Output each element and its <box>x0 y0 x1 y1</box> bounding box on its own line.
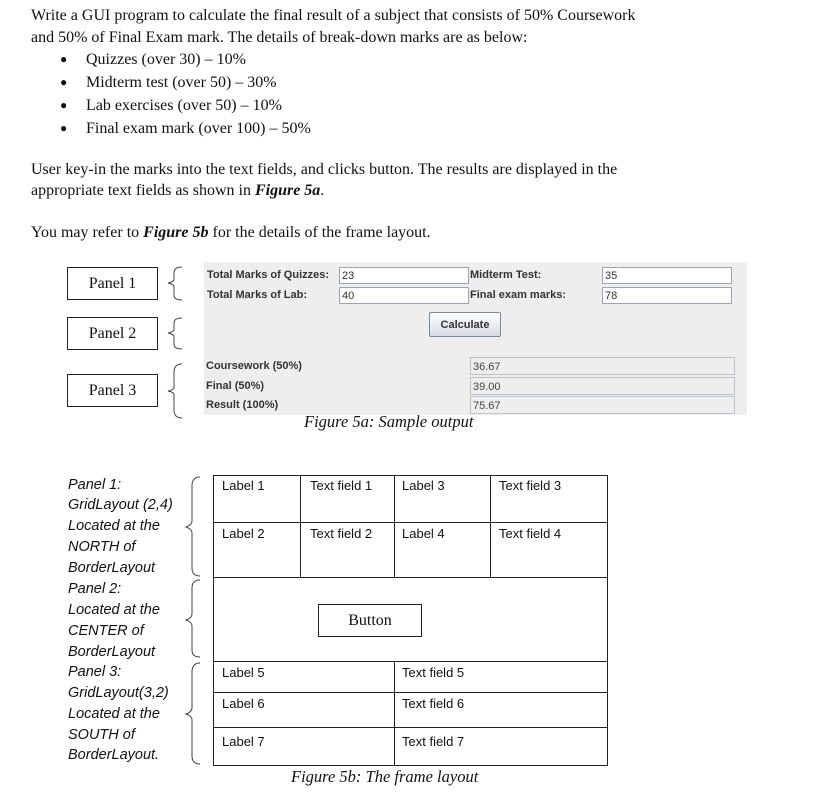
panel1-desc-line: Located at the <box>68 518 160 534</box>
figure-5b-ref: Figure 5b <box>143 224 209 241</box>
para3-text: You may refer to <box>31 224 144 241</box>
panel1-desc-line: Panel 1: <box>68 477 122 493</box>
bullet-icon: ● <box>60 98 68 112</box>
final-pct-label: Final (50%) <box>206 380 265 392</box>
layout-label-6: Label 6 <box>222 696 265 711</box>
layout-label-3: Label 3 <box>402 478 445 493</box>
figure-5a-ref: Figure 5a <box>254 182 321 199</box>
panel-2-box: Panel 2 <box>67 317 158 350</box>
quizzes-label: Total Marks of Quizzes: <box>207 269 330 281</box>
intro-line-2: and 50% of Final Exam mark. The details of break-down marks are as below: <box>31 29 528 46</box>
layout-label-2: Label 2 <box>222 526 265 541</box>
panel2-desc-line: Located at the <box>68 602 160 618</box>
panel2-desc-line: BorderLayout <box>68 644 156 660</box>
panel3-desc-line: Located at the <box>68 706 160 722</box>
calculate-button[interactable]: Calculate <box>429 312 501 337</box>
quizzes-field[interactable]: 23 <box>339 267 469 284</box>
para2-line-1: User key-in the marks into the text fields, and clicks button. The results are displayed in the <box>31 161 618 178</box>
panel3-desc-line: GridLayout(3,2) <box>68 685 169 701</box>
panel1-desc-line: NORTH of <box>68 539 136 555</box>
layout-text-field-2: Text field 2 <box>310 526 373 541</box>
layout-text-field-4: Text field 4 <box>499 526 562 541</box>
result-field[interactable]: 75.67 <box>470 396 735 414</box>
panel1-desc-line: BorderLayout <box>68 560 156 576</box>
bullet-icon: ● <box>60 75 68 89</box>
panel1-desc-line: GridLayout (2,4) <box>68 497 173 513</box>
layout-label-1: Label 1 <box>222 478 265 493</box>
breakdown-item: Quizzes (over 30) – 10% <box>86 51 246 68</box>
panel-3-box: Panel 3 <box>67 374 158 407</box>
coursework-label: Coursework (50%) <box>206 360 302 372</box>
coursework-field[interactable]: 36.67 <box>470 357 735 375</box>
figure-5a-caption: Figure 5a: Sample output <box>304 412 474 431</box>
final-exam-field[interactable]: 78 <box>602 287 732 304</box>
breakdown-item: Midterm test (over 50) – 30% <box>86 74 277 91</box>
para3-end: for the details of the frame layout. <box>208 224 431 241</box>
midterm-label: Midterm Test: <box>470 269 542 281</box>
bullet-icon: ● <box>60 52 68 66</box>
para2-text: appropriate text fields as shown in <box>31 182 255 199</box>
layout-text-field-3: Text field 3 <box>499 478 562 493</box>
panel2-desc-line: CENTER of <box>68 623 144 639</box>
panel2-desc-line: Panel 2: <box>68 581 122 597</box>
layout-label-5: Label 5 <box>222 665 265 680</box>
bullet-icon: ● <box>60 121 68 135</box>
para2-end: . <box>320 182 325 199</box>
layout-text-field-5: Text field 5 <box>402 665 465 680</box>
panel3-desc-line: Panel 3: <box>68 664 122 680</box>
layout-label-7: Label 7 <box>222 734 265 749</box>
layout-text-field-7: Text field 7 <box>402 734 465 749</box>
breakdown-item: Final exam mark (over 100) – 50% <box>86 120 311 137</box>
figure-5b-caption: Figure 5b: The frame layout <box>291 767 479 786</box>
final-pct-field[interactable]: 39.00 <box>470 377 735 395</box>
lab-label: Total Marks of Lab: <box>207 289 308 301</box>
layout-label-4: Label 4 <box>402 526 445 541</box>
midterm-field[interactable]: 35 <box>602 267 732 284</box>
layout-text-field-6: Text field 6 <box>402 696 465 711</box>
result-label: Result (100%) <box>206 399 279 411</box>
breakdown-item: Lab exercises (over 50) – 10% <box>86 97 282 114</box>
panel3-desc-line: SOUTH of <box>68 727 135 743</box>
intro-line-1: Write a GUI program to calculate the final result of a subject that consists of 50% Coursework <box>31 7 636 24</box>
lab-field[interactable]: 40 <box>339 287 469 304</box>
panel3-desc-line: BorderLayout. <box>68 747 160 763</box>
final-exam-label: Final exam marks: <box>470 289 566 301</box>
layout-button: Button <box>318 604 422 637</box>
panel-1-box: Panel 1 <box>67 267 158 300</box>
layout-text-field-1: Text field 1 <box>310 478 373 493</box>
